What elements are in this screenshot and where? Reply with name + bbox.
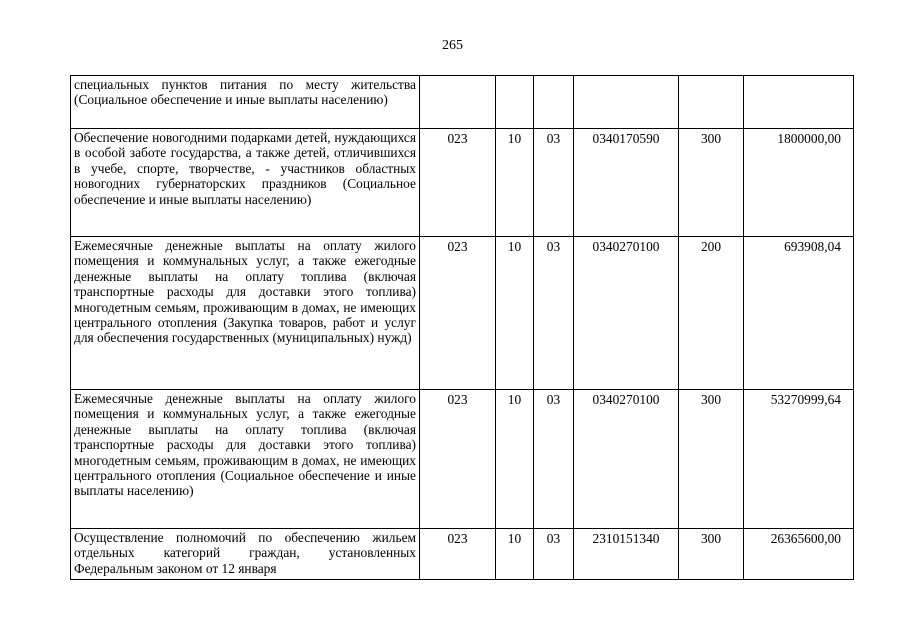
row-section-code bbox=[496, 76, 534, 129]
row-description: Обеспечение новогодними подарками детей, нуждающихся в особой заботе государства, а также детей, отличившихся в учебе, спорте, творчестве, - участников областных новогодних губернаторских праздников (Социальное обеспечение и иные выплаты населению) bbox=[71, 129, 420, 237]
row-section-code: 10 bbox=[496, 529, 534, 580]
row-target-article bbox=[574, 76, 679, 129]
row-subsection-code: 03 bbox=[534, 529, 574, 580]
table-row bbox=[71, 129, 854, 237]
table-row bbox=[71, 76, 854, 129]
row-expense-type: 300 bbox=[679, 390, 744, 529]
row-section-code: 10 bbox=[496, 237, 534, 390]
page-number: 265 bbox=[442, 38, 463, 53]
row-target-article: 0340270100 bbox=[574, 237, 679, 390]
row-target-article: 0340170590 bbox=[574, 129, 679, 237]
row-amount: 26365600,00 bbox=[744, 529, 854, 580]
row-ministry-code: 023 bbox=[420, 529, 496, 580]
table-row bbox=[71, 237, 854, 390]
row-subsection-code: 03 bbox=[534, 390, 574, 529]
row-ministry-code: 023 bbox=[420, 237, 496, 390]
row-ministry-code: 023 bbox=[420, 390, 496, 529]
row-amount: 1800000,00 bbox=[744, 129, 854, 237]
row-expense-type: 300 bbox=[679, 529, 744, 580]
row-section-code: 10 bbox=[496, 129, 534, 237]
row-description: Ежемесячные денежные выплаты на оплату жилого помещения и коммунальных услуг, а также ежегодные денежные выплаты на оплату топлива (включая транспортные расходы для доставки этого топлива) многодетным семьям, проживающим в домах, не имеющих центрального отопления (Социальное обеспечение и иные выплаты населению) bbox=[71, 390, 420, 529]
row-description: Осуществление полномочий по обеспечению жильем отдельных категорий граждан, установленных Федеральным законом от 12 января bbox=[71, 529, 420, 580]
table-row bbox=[71, 390, 854, 529]
row-expense-type: 300 bbox=[679, 129, 744, 237]
row-target-article: 2310151340 bbox=[574, 529, 679, 580]
budget-table bbox=[70, 75, 854, 580]
row-ministry-code bbox=[420, 76, 496, 129]
row-description: специальных пунктов питания по месту жительства (Социальное обеспечение и иные выплаты населению) bbox=[71, 76, 420, 129]
row-subsection-code: 03 bbox=[534, 237, 574, 390]
row-target-article: 0340270100 bbox=[574, 390, 679, 529]
row-amount bbox=[744, 76, 854, 129]
row-ministry-code: 023 bbox=[420, 129, 496, 237]
table-row bbox=[71, 529, 854, 580]
row-section-code: 10 bbox=[496, 390, 534, 529]
row-subsection-code: 03 bbox=[534, 129, 574, 237]
row-expense-type: 200 bbox=[679, 237, 744, 390]
row-subsection-code bbox=[534, 76, 574, 129]
row-amount: 693908,04 bbox=[744, 237, 854, 390]
row-amount: 53270999,64 bbox=[744, 390, 854, 529]
row-expense-type bbox=[679, 76, 744, 129]
row-description: Ежемесячные денежные выплаты на оплату жилого помещения и коммунальных услуг, а также ежегодные денежные выплаты на оплату топлива (включая транспортные расходы для доставки этого топлива) многодетным семьям, проживающим в домах, не имеющих центрального отопления (Закупка товаров, работ и услуг для обеспечения государственных (муниципальных) нужд) bbox=[71, 237, 420, 390]
